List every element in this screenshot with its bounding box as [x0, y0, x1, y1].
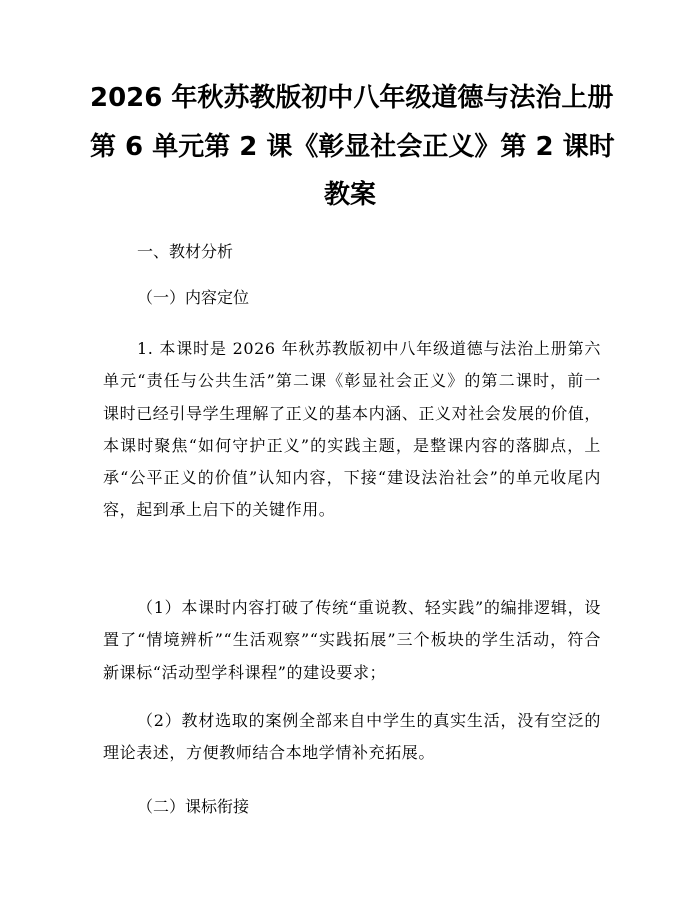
document-title-line-1: 2026 年秋苏教版初中八年级道德与法治上册 [90, 83, 614, 113]
subsection-heading-curriculum-alignment: （二）课标衔接 [137, 797, 250, 816]
body-paragraph-1: 1. 本课时是 2026 年秋苏教版初中八年级道德与法治上册第六单元“责任与公共生活”第二课《彰显社会正义》的第二课时，前一课时已经引导学生理解了正义的基本内涵、正义对社会发展的价值，本课时聚焦“如何守护正义”的实践主题，是整课内容的落脚点，上承“公平正义的价值”认知内容，下接“建设法治社会”的单元收尾内容，起到承上启下的关键作用。 [103, 339, 602, 520]
subsection-heading-content-positioning: （一）内容定位 [137, 288, 250, 307]
document-title-line-2: 第 6 单元第 2 课《彰显社会正义》第 2 课时 [90, 132, 615, 162]
body-paragraph-3: （2）教材选取的案例全部来自中学生的真实生活，没有空泛的理论表述，方便教师结合本地学情补充拓展。 [103, 711, 601, 763]
section-heading-textbook-analysis: 一、教材分析 [137, 242, 234, 261]
body-paragraph-2: （1）本课时内容打破了传统“重说教、轻实践”的编排逻辑，设置了“情境辨析”“生活观察”“实践拓展”三个板块的学生活动，符合新课标“活动型学科课程”的建设要求； [103, 598, 601, 682]
document-title-line-3: 教案 [323, 180, 376, 210]
